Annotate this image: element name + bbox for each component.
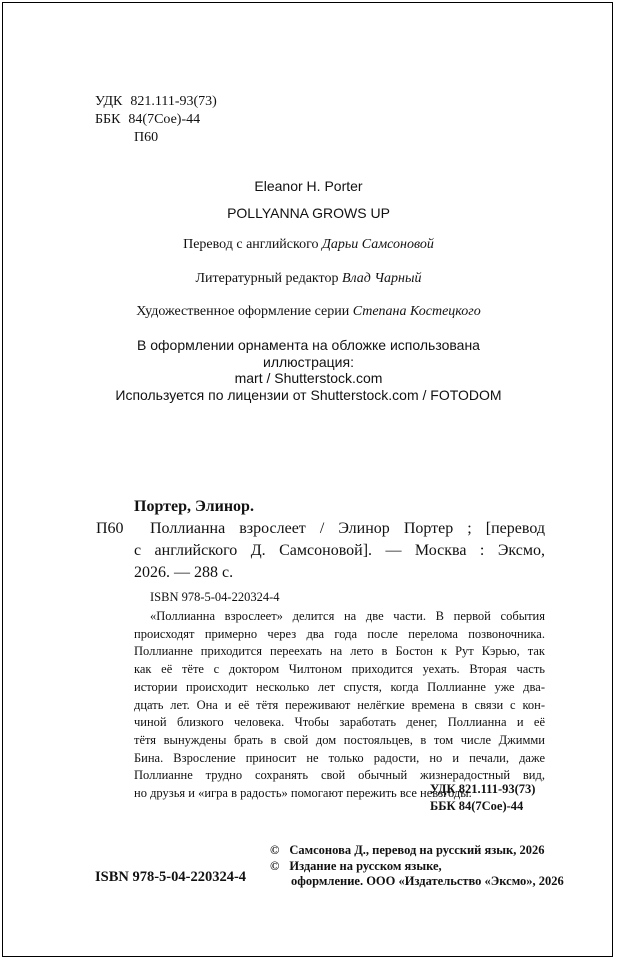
translator-name: Дарьи Самсоновой	[322, 237, 434, 252]
catalog-line3: 2026. — 288 с.	[134, 564, 234, 581]
translation-credit: Перевод с английского Дарьи Самсоновой	[183, 237, 434, 252]
copyright-line3: оформление. ООО «Издательство «Эксмо», 2026	[291, 874, 564, 888]
bbk-bottom: ББК 84(7Сое)-44	[430, 799, 524, 813]
catalog-mark: П60	[96, 520, 124, 537]
copyright-icon: ©	[270, 843, 280, 857]
editor-name: Влад Чарный	[341, 271, 422, 286]
udk-bottom: УДК 821.111-93(73)	[430, 782, 536, 796]
bbk-label: ББК	[95, 112, 121, 127]
udk-line	[95, 94, 217, 110]
original-author: Eleanor H. Porter	[254, 178, 363, 194]
udk-value: 821.111-93(73)	[130, 94, 217, 109]
udk-label: УДК	[95, 94, 123, 109]
annotation-line: истории происходит несколько лет спустя, когда Поллианне уже два-	[134, 679, 545, 694]
annotation-line: дцать лет. Она и её тётя переживают нелёгкие времена в связи с кон-	[134, 697, 545, 712]
annotation-line: тётя вынуждены брать в свой дом постояльцев, в том числе Джимми	[134, 732, 545, 747]
ornament-credit-line1: В оформлении орнамента на обложке использована	[137, 337, 480, 353]
annotation-line: Поллианне трудно сохранять свой обычный жизнерадостный вид,	[134, 768, 545, 783]
catalog-heading: Портер, Элинор.	[134, 498, 254, 515]
ornament-credit-line3: mart / Shutterstock.com	[234, 370, 383, 386]
annotation-line: происходят примерно через два года после перелома позвоночника.	[134, 626, 545, 641]
annotation-line: «Поллианна взрослеет» делится на две части. В первой события	[150, 609, 545, 623]
original-title: POLLYANNA GROWS UP	[227, 205, 390, 221]
catalog-isbn: ISBN 978-5-04-220324-4	[150, 590, 280, 604]
annotation-line: как её тёте с доктором Чилтоном приходится уехать. Вторая часть	[134, 662, 545, 677]
annotation-line: но друзья и «игра в радость» помогают пережить все невзгоды.	[134, 786, 472, 801]
annotation-line: Поллианне приходится переехать на лето в Бостон к Рут Кэрью, так	[134, 644, 545, 659]
copyright-line1: © Самсонова Д., перевод на русский язык, 2026	[270, 843, 545, 857]
annotation	[134, 608, 545, 803]
copyright-icon: ©	[270, 859, 280, 873]
author-mark: П60	[134, 130, 159, 145]
design-credit: Художественное оформление серии Степана Костецкого	[136, 304, 481, 319]
designer-name: Степана Костецкого	[352, 304, 481, 319]
annotation-line: Бина. Взросление приносит не только радости, но и печали, даже	[134, 750, 545, 765]
footer-isbn: ISBN 978-5-04-220324-4	[95, 869, 247, 885]
bbk-line	[95, 112, 200, 128]
editor-credit: Литературный редактор Влад Чарный	[195, 271, 422, 286]
copyright-line2: © Издание на русском языке,	[270, 859, 442, 873]
ornament-credit-line4: Используется по лицензии от Shutterstock.com / FOTODOM	[115, 387, 502, 403]
annotation-line: чиной близкого человека. Чтобы заработать денег, Поллианна и её	[134, 715, 545, 730]
ornament-credit-line2: иллюстрация:	[263, 354, 354, 370]
catalog-line1: Поллианна взрослеет / Элинор Портер ; [перевод	[150, 520, 545, 537]
bbk-value: 84(7Сое)-44	[128, 112, 201, 127]
catalog-line2: с английского Д. Самсоновой]. — Москва : Эксмо,	[134, 542, 545, 559]
